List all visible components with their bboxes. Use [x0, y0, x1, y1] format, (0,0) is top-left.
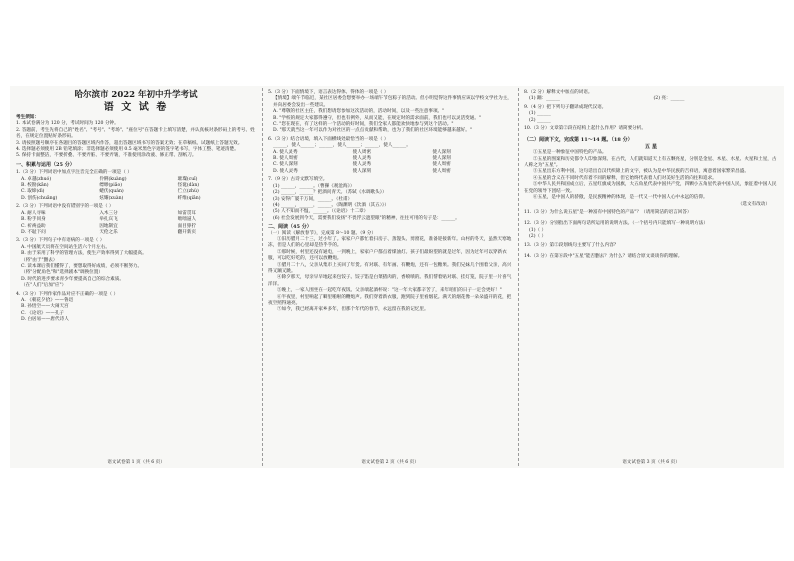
text-line: A. "尊敬的社区主任，我们想请您参加这次活动的，活动时间，以及一些注意事项。"	[273, 109, 445, 115]
reading-heading: （二）阅读下文，完成第 11～14 题。（18 分）	[524, 137, 633, 144]
question-6: 6.（3 分）结合语境，填入下面横线处最恰当的一项是（ ）	[268, 136, 389, 142]
page-footer: 语文试卷第 1 页（共 6 页）	[107, 459, 165, 465]
question-4: 4.（3 分）下列作家作品对应不正确的一项是（ ）	[16, 291, 119, 297]
option-line: D. 白居易——唐代诗人	[21, 317, 69, 323]
option-line: D. 时代的进步要求青少年要提高自己的综合素质。	[21, 276, 124, 282]
passage-paragraph: ⑤中华人民共和国成立后，五星红旗成为国旗，大五角星代表中国共产党，四颗小五角星代表中国人民，象征着中国人民在党的领导下团结一致。	[524, 182, 777, 194]
option-line: C. 《论语》——孔子	[21, 310, 65, 316]
page-footer: 语文试卷第 2 页（共 6 页）	[361, 459, 419, 465]
option-line: （在"人们"后加"应"）	[21, 283, 67, 289]
page-3	[518, 86, 784, 468]
section-heading: 一、积累与运用（25 分）	[16, 161, 75, 168]
passage-paragraph: ③腊月二十八，父亲从集市上买回了年货。有对联、有年画、有鞭炮，还有一包糖果。我们兄妹几个围着父亲，高兴得又蹦又跳。	[268, 262, 512, 274]
passage-paragraph: ⑥五星，是中国人的骄傲，是民族精神的体现，是一代又一代中国人心中永远的信仰。	[533, 195, 708, 201]
option-row: A. 卓越(zhuó) 伶俐(kuàng) 璀璨(cuǐ)	[21, 176, 198, 182]
option-row: B. 校勘(kān) 缥缈(piāo) 怪诞(dàn)	[21, 183, 200, 189]
question-5: 5.（3 分）下面情境下，语言表达得体、得体的一项是（ ）	[268, 90, 389, 95]
text-line: D. "那天就当这一年可以作为对社区的一点点贡献和帮助，也为了我们的社区环境能够越来越好。"	[273, 128, 473, 134]
passage-paragraph: ②那时候，村里还没有通电，一到晚上，家家户户都点着煤油灯。孩子们最盼望的就是过年，因为过年可以穿新衣服，可以吃好吃的，还可以放鞭炮。	[268, 249, 507, 262]
option-row: C. 取缔(dì) 蜷伏(quán) 伫立(zhù)	[21, 189, 199, 195]
option-line: C. 读本课后我们懂得了，要想取得好成绩，必须不断努力。	[21, 263, 143, 269]
answer-row: (1) 蹦：______ (2) 亮：______	[529, 96, 685, 102]
reading-heading: （一）阅读《解放春节》，完成第 8～10 题。（9 分）	[268, 230, 376, 236]
passage-paragraph: ④除夕那天，母亲早早地起来包饺子。饺子馅是白菜猪肉的，香喷喷的。我们帮着贴对联、挂灯笼，院子里一片喜气洋洋。	[268, 275, 512, 287]
passage-paragraph: ⑦如今，我已经离开家乡多年，但那个年代的春节，永远留在我的记忆里。	[277, 307, 429, 313]
note-item: 3. 请按照题号顺序在各题目的答题区域内作答，超出答题区域书写的答案无效；在草稿纸、试题纸上答题无效。	[16, 140, 243, 146]
text-line: (3) 安得广厦千万间，______。（杜甫）	[273, 196, 353, 202]
passage-title: 五 星	[644, 143, 658, 150]
option-line: （将"分配角色"和"选择剧本"调换位置）	[21, 270, 103, 276]
option-line: A. 《朝花夕拾》——鲁迅	[21, 297, 74, 303]
text-line: (4) ______，______，______。（陶渊明《饮酒（其五）》）	[273, 202, 389, 208]
text-line: (1) ______，______。（曹操《观沧海》）	[273, 183, 355, 189]
passage-paragraph: ②五星的图案和历史都令人印象深刻。在古代，人们就知道天上有五颗亮星，分别是金星、木星、水星、火星和土星，古人称之为"五星"。	[524, 156, 777, 169]
option-row: B. 粉手同身 举扎宾飞 咄咄逼人	[21, 217, 197, 223]
passage-paragraph: ④五星的含义在不同时代有着不同的解释，但它始终代表着人们对美好生活的向往和追求。	[533, 175, 717, 181]
question-3: 3.（3 分）下列句子中有语病的一项是（ ）	[16, 238, 105, 244]
question-7: 7.（9 分）古诗文默写填空。	[268, 177, 328, 183]
option-row: C. 祈祷益助 因地制宜 面目狰狞	[21, 223, 197, 229]
answer-line: (2) ______	[529, 117, 551, 123]
option-row: D. 创伤(chuāng) 炫耀(xuàn) 纤维(qiān)	[21, 195, 201, 201]
question-12: 12.（3 分）分别指出下面两句话所运用的说明方法。（一个括号内只能填写一种说明方法）	[524, 221, 708, 227]
text-line: B. "学校的规定大家都得遵守，但也有例外，从而又能，在规定时的需求面前，我们也可以灵活变通。"	[273, 115, 482, 121]
exam-subtitle: 语 文 试 卷	[103, 102, 169, 113]
question-2: 2.（3 分）下列词语中没有错别字的一项是（ ）	[16, 204, 114, 210]
page-1	[10, 86, 262, 468]
option-line: B. 孙悟空——大闹天宫	[21, 304, 69, 310]
passage-paragraph: ①五星是一种象征中国特色的产品。	[533, 150, 607, 156]
page-footer: 语文试卷第 3 页（共 6 页）	[622, 459, 680, 465]
note-item: 4. 选择题必须使用 2B 铅笔填涂；非选择题必须使用 0.5 毫米黑色字迹的签字笔书写，字体工整、笔迹清楚。	[16, 147, 239, 153]
option-row: A. 使人灵秀 使人周密 使人深刻	[273, 149, 451, 155]
section-heading: 二、阅读（45 分）	[268, 224, 312, 231]
option-line: B. 由于采用了科学的管理方法，使生产效率得到了大幅提高。	[21, 251, 147, 257]
text-line: 【情境】端午节临近，某社区居委会想要举办一场端午节包粽子的活动。但小明觉得这件事情应该以学校文学社为主，并向居委会发出一些建议。	[273, 96, 512, 108]
option-row: D. 不耻下问 天伦之乐 翻开新页	[21, 229, 197, 235]
answer-line: (1)（ ）	[529, 227, 547, 233]
answer-line: (2)（ ）	[529, 234, 547, 240]
text-line: ______，使人______；______，使人______；______，使人______。	[273, 143, 411, 149]
question-11: 11.（3 分）为什么说五星"是一种富有中国特色的产品"？（请用简洁的语言回答）	[524, 209, 692, 215]
question-1: 1.（3 分）下列词语中加点字注音完全正确的一项是（ ）	[16, 170, 132, 176]
passage-paragraph: ③五星出东方利中国，这句话出自汉代织锦上的文字，被认为是中华民族的吉祥语，寓意着国家繁荣昌盛。	[533, 169, 749, 175]
exam-sheet	[10, 86, 784, 468]
question-8: 8.（2 分）解释文中加点的词语。	[524, 90, 593, 95]
passage-paragraph: ⑤晚上，一家人围坐在一起吃年夜饭。父亲端起酒杯说："这一年大家都辛苦了，来年咱们的日子一定会更好！"	[277, 288, 502, 294]
option-row: A. 耐人寻味 入木三分 如雷贯耳	[21, 210, 197, 216]
notes-header: 考生须知：	[16, 115, 39, 120]
passage-paragraph: ⑥半夜里，村里响起了噼里啪啦的鞭炮声。我们穿着新衣服，跑到院子里看烟花。满天的烟花像一朵朵盛开的花，把夜空照得通亮。	[268, 294, 512, 306]
answer-line: (1) ______	[529, 111, 551, 117]
option-row: B. 使人周密 使人灵秀 使人深刻	[273, 156, 451, 162]
option-row: C. 使人深刻 使人灵秀 使人周密	[273, 162, 451, 168]
text-line: C. "您在现在，有了这样的一个活动的好时间，我们全家人都能欢快地参与到这个活动。"	[273, 122, 454, 128]
text-line: (6) 社会发展到今天，需要我们发扬"不畏浮云遮望眼"的精神，往往可用的句子是：______。	[273, 215, 460, 221]
note-item: 5. 保持卡面整洁，不要折叠、不要弄脏、不要弄皱，不准使用涂改液、修正带、刮纸刀。	[16, 153, 197, 159]
page-2	[262, 86, 518, 468]
option-line: （将"由于"删去）	[21, 257, 58, 263]
note-item: 2. 答题前，考生先将自己的"姓名"、"考号"、"考场"、"座位号"在答题卡上填写清楚，并认真核对条形码上的考号、姓名，在规定位置贴好条形码。	[16, 127, 255, 140]
question-14: 14.（3 分）在第⑥段中"五星"能否删去？为什么？请结合原文谈谈你的理解。	[524, 253, 683, 259]
question-13: 13.（3 分）第②段划线句主要写了什么内容？	[524, 242, 619, 248]
passage-source: （选文有改动）	[737, 201, 770, 207]
text-line: (2) ______，______？把酒问青天。（苏轼《水调歌头》）	[273, 190, 387, 196]
note-item: 1. 本试卷满分为 120 分，考试时间为 120 分钟。	[16, 121, 119, 127]
option-row: D. 使人灵秀 使人深刻 使人周密	[273, 168, 451, 174]
exam-title: 哈尔滨市 2022 年初中升学考试	[74, 90, 198, 100]
question-9: 9.（4 分）把下列句子翻译成现代汉语。	[524, 104, 607, 110]
question-10: 10.（3 分）文章第②段在结构上起什么作用？请简要分析。	[524, 126, 646, 132]
text-line: (5) 人不知而不愠，______。（《论语》十二章）	[273, 209, 369, 215]
passage-paragraph: ①旧历腊月二十三，过小年了。家家户户都忙着扫房子、蒸馒头、剪窗花，准备迎接新年。山村的冬天，虽然天寒地冻，但是人们的心里却是热乎乎的。	[268, 236, 512, 249]
option-line: A. 中国航天员将在空间站生活六个月左右。	[21, 244, 110, 250]
